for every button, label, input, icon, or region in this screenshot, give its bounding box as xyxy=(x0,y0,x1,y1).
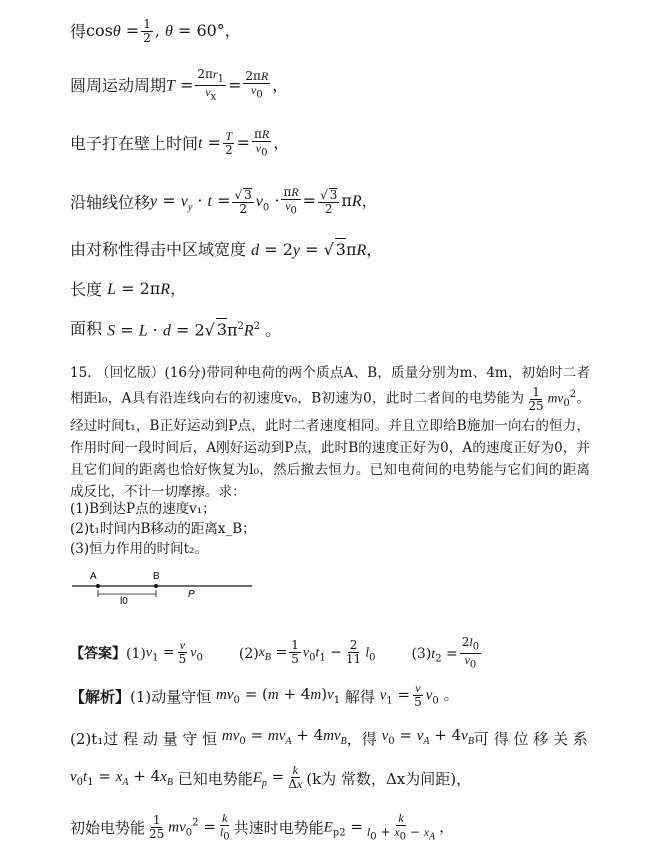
formula-momentum-2: $mv_0 = mv_A + 4mv_B$ xyxy=(221,726,347,747)
position-diagram xyxy=(70,566,260,606)
derivation-line-1 xyxy=(70,18,241,45)
analysis-text: (k为 常数，Δx为间距)， xyxy=(306,770,472,789)
answer-3-label: (3) xyxy=(411,645,432,662)
derivation-line-4 xyxy=(70,186,378,219)
formula-area: S = L · d = 2√ $3\pi^2R^2$ 。 xyxy=(107,320,282,340)
derivation-line-3 xyxy=(70,128,289,159)
formula-initial-potential: $\frac{1}{25}$ $mv_0^2$ = $\frac{k}{l_0}$ xyxy=(149,811,230,843)
label-p: P xyxy=(188,589,195,600)
answer-1-label: (1) xyxy=(126,645,146,662)
derivation-line-2 xyxy=(70,68,288,104)
formula-period: T = $\frac{2\pi r_1}{v_x}$ = $\frac{2\pi R}{v_0}$ ， xyxy=(166,67,289,103)
answer-1: $v_1$ = $\frac{v}{5}$ $v_0$ xyxy=(145,637,203,666)
analysis-text: 已知电势能 xyxy=(177,770,253,789)
derivation-text: 电子打在壁上时间 xyxy=(70,133,199,153)
answer-2-label: (2) xyxy=(238,645,259,662)
analysis-line-1 xyxy=(70,682,459,713)
question-3: (3)恒力作用的时间t₂。 xyxy=(70,541,208,557)
analysis-text: 可 得 位 移 关 系 xyxy=(473,729,588,748)
problem-tag: （回忆版）(16分) xyxy=(96,365,207,381)
formula-width: d = 2y = √ 3πR， xyxy=(251,240,383,259)
label-l0: l0 xyxy=(120,596,128,606)
analysis-text: 共速时电势能 xyxy=(233,819,324,838)
problem-text-2: 。经过时间t₁，B正好运动到P点，此时二者速度相同。并且立即给B施加一向右的恒力，作用时间一段时间后，A刚好运动到P点，此时B的速度正好为0，A的速度正好为0，并且它们间的距离也恰好恢复为l₀，然后撤去恒力。已知电荷间的电势能与它们间的距离成反比，不计一切摩擦。求： xyxy=(70,390,591,501)
formula-potential: $E_p$ = $\frac{k}{\Delta x}$ xyxy=(252,763,303,791)
formula-initial-energy: $\frac{1}{25}$ xyxy=(528,384,544,413)
derivation-line-6 xyxy=(70,278,186,301)
derivation-text: 由对称性得击中区域宽度 xyxy=(70,240,247,259)
question-list xyxy=(70,498,590,560)
derivation-line-5 xyxy=(70,238,382,262)
derivation-text: 沿轴线位移 xyxy=(70,192,151,212)
formula-angle: cosθ = $\frac{1}{2}$ , θ = 60°， xyxy=(86,17,241,45)
analysis-line-4 xyxy=(70,812,454,845)
problem-text-1: 带同种电荷的两个质点A、B，质量分别为m、4m，初始时二者相距l₀，A具有沿连线向右的初速度v₀，B初速为0，此时二者间的电势能为 xyxy=(70,365,590,407)
analysis-line-2 xyxy=(70,724,588,753)
formula-displacement-relation: $v_0t_1 = x_A + 4x_B$ xyxy=(70,766,173,788)
formula-velocity-relation: $v_0 = v_A + 4v_B$ xyxy=(381,726,474,747)
derivation-text: 得 xyxy=(70,21,87,41)
question-1: (1)B到达P点的速度v₁； xyxy=(70,501,216,517)
analysis-line-3 xyxy=(70,764,471,795)
answer-tag: 【答案】 xyxy=(70,645,126,662)
derivation-text: 面积 xyxy=(70,319,103,339)
answer-3: $t_2$ = $\frac{2l_0}{v_0}$ xyxy=(431,635,480,671)
derivation-text: 圆周运动周期 xyxy=(70,75,167,95)
problem-number: 15. xyxy=(70,365,92,381)
formula-length: L = 2πR， xyxy=(107,279,187,298)
label-a: A xyxy=(90,571,97,582)
label-b: B xyxy=(153,571,160,582)
derivation-text: 长度 xyxy=(70,279,103,299)
derivation-line-7 xyxy=(70,316,281,342)
formula-time: t = $\frac{T}{2}$ = $\frac{\pi R}{v_0}$ ， xyxy=(198,127,290,159)
analysis-text: (2)t₁过 程 动 量 守 恒 xyxy=(70,729,218,748)
answer-2: $x_B$ = $\frac{1}{5}$ $v_0t_1$ − $\frac{2}{11}$ $l_0$ xyxy=(258,637,376,666)
formula-common-potential: $E_{p2}$ = $\frac{k}{l_0 + x_0 - x_A}$ ， xyxy=(323,811,455,843)
question-2: (2)t₁时间内B移动的距离x_B； xyxy=(70,521,256,537)
formula-displacement: $y = v_y \cdot t$ = $\frac{√ 3}{2}$ $v_0$ · $\frac{\pi R}{v_0}$ = $\frac{√ 3}{2}$ πR， xyxy=(150,185,378,217)
formula-v1: $v_1$ = $\frac{v}{5}$ $v_0$ 。 xyxy=(379,681,459,709)
formula-momentum: $mv_0 = (m + 4m)v_1$ xyxy=(216,684,341,706)
analysis-text: ，得 xyxy=(346,729,377,748)
point-a xyxy=(96,584,100,588)
analysis-text: 解得 xyxy=(344,688,375,707)
problem-statement: 15. （回忆版）(16分)带同种电荷的两个质点A、B，质量分别为m、4m，初始时二者相距l₀，A具有沿连线向右的初速度v₀，B初速为0，此时二者间的电势能为 $\frac{1}{25}$ $mv_0^2$。经过时间t₁，B正好运动到P点，此时二者速度相同。并且立即给B施加一向右的恒力，作用时间一段时间后，A刚好运动到P点，此时B的速度正好为0，A的速度正好为0，并且它们间的距离也恰好恢复为l₀，然后撤去恒力。已知电荷间的电势能与它们间的距离成反比，不计一切摩擦。求： xyxy=(70,365,591,501)
answer-line xyxy=(70,636,483,672)
analysis-tag: 【解析】 xyxy=(70,688,131,707)
point-b xyxy=(154,584,158,588)
analysis-text: (1)动量守恒 xyxy=(130,688,212,707)
analysis-text: 初始电势能 xyxy=(70,819,146,838)
